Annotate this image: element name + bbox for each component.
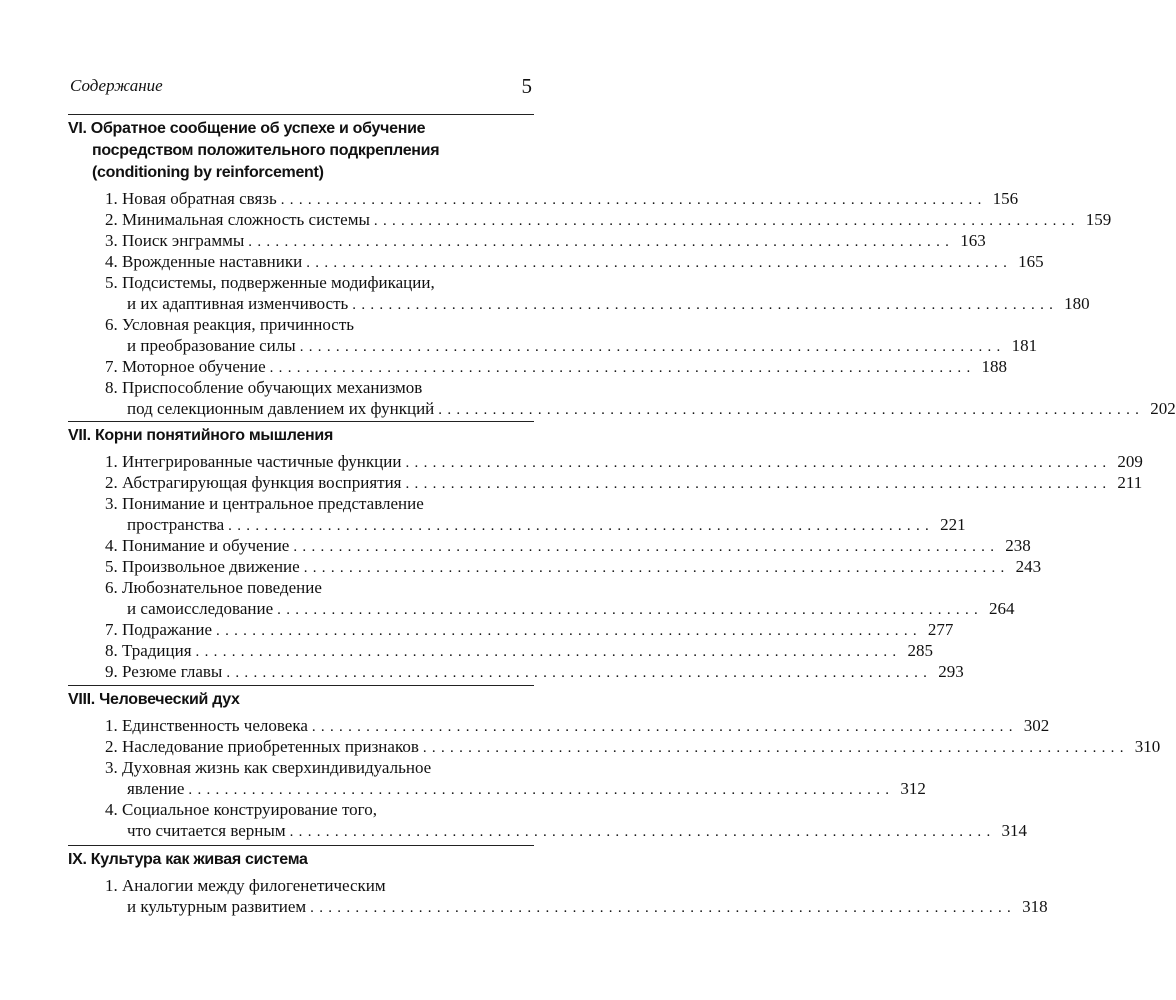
toc-entry-line [105, 799, 527, 820]
toc-entry-line [105, 556, 1042, 577]
toc-entry[interactable] [105, 875, 1048, 917]
chapter-divider [68, 421, 534, 422]
toc-entry-line [105, 661, 964, 682]
entry-number: 8. [105, 378, 118, 397]
entry-title-text: Традиция [122, 641, 192, 660]
chapter-divider [68, 845, 534, 846]
entry-title [105, 556, 300, 577]
running-head [70, 76, 532, 102]
entry-number: 5. [105, 273, 118, 292]
toc-entry[interactable] [105, 715, 1050, 736]
entry-number: 9. [105, 662, 118, 681]
toc-entry-line [105, 398, 1176, 419]
dot-leader: .............................................................................. [195, 644, 902, 660]
chapter-divider [68, 114, 534, 115]
entry-title-text: Понимание и обучение [122, 536, 290, 555]
entry-title [105, 736, 419, 757]
toc-entry[interactable] [105, 209, 1112, 230]
toc-entry[interactable] [105, 799, 1027, 841]
entry-title [105, 251, 302, 272]
entry-title [105, 715, 308, 736]
toc-entry-line [105, 230, 986, 251]
toc-entry-line [105, 619, 954, 640]
toc-entry-line [105, 356, 1008, 377]
entry-title [105, 799, 377, 820]
entry-page-number: 277 [927, 620, 954, 639]
dot-leader: .............................................................................. [405, 476, 1112, 492]
entry-page-number: 209 [1117, 452, 1143, 471]
toc-entry-line [105, 251, 1044, 272]
entry-page-number: 318 [1022, 897, 1048, 916]
entry-title-text: Единственность человека [122, 716, 308, 735]
dot-leader: .............................................................................. [216, 623, 922, 639]
entry-number: 4. [105, 800, 118, 819]
entry-title-text: Абстрагирующая функция восприятия [122, 473, 402, 492]
toc-entry-line [105, 778, 926, 799]
dot-leader: .............................................................................. [373, 213, 1080, 229]
dot-leader: .............................................................................. [269, 360, 976, 376]
entry-number: 6. [105, 578, 118, 597]
entry-title-continuation: и преобразование силы [127, 336, 296, 355]
entry-number: 7. [105, 357, 118, 376]
entry-title [105, 314, 354, 335]
entry-title-text: Минимальная сложность системы [122, 210, 370, 229]
entry-number: 4. [105, 536, 118, 555]
entry-number: 5. [105, 557, 118, 576]
entry-title-continuation: и самоисследование [127, 599, 274, 618]
entry-title-text: Интегрированные частичные функции [122, 452, 402, 471]
chapter-heading[interactable] [68, 118, 534, 184]
dot-leader: .............................................................................. [248, 234, 955, 250]
toc-entry-line [105, 598, 1015, 619]
entry-page-number: 202 [1150, 399, 1176, 418]
dot-leader: .............................................................................. [289, 824, 996, 840]
entry-page-number: 221 [940, 515, 966, 534]
toc-entry[interactable] [105, 314, 1038, 356]
toc-entry[interactable] [105, 356, 1008, 377]
entry-page-number: 163 [960, 231, 986, 250]
entry-number: 1. [105, 452, 118, 471]
entry-number: 8. [105, 641, 118, 660]
entry-title-text: Понимание и центральное представление [122, 494, 424, 513]
entry-page-number: 285 [907, 641, 933, 660]
toc-entry-line [105, 493, 527, 514]
entry-page-number: 156 [992, 189, 1019, 208]
entry-number: 7. [105, 620, 118, 639]
toc-entry-line [105, 293, 1090, 314]
entry-number: 1. [105, 876, 118, 895]
toc-entry[interactable] [105, 493, 966, 535]
entry-title-text: Приспособление обучающих механизмов [122, 378, 423, 397]
toc-entry[interactable] [105, 556, 1042, 577]
entry-title [105, 493, 424, 514]
page-number: 5 [521, 74, 532, 98]
dot-leader: .............................................................................. [352, 297, 1059, 313]
entry-number: 2. [105, 210, 118, 229]
entry-number: 2. [105, 473, 118, 492]
entry-number: 4. [105, 252, 118, 271]
entry-title [105, 188, 277, 209]
running-title: Содержание [70, 76, 163, 95]
toc-entry[interactable] [105, 188, 1019, 209]
dot-leader: .............................................................................. [422, 740, 1129, 756]
toc-entry-line [105, 377, 527, 398]
entry-page-number: 238 [1005, 536, 1031, 555]
toc-entry-line [105, 875, 527, 896]
entry-title [105, 272, 435, 293]
entry-number: 1. [105, 716, 118, 735]
dot-leader: .............................................................................. [303, 560, 1010, 576]
dot-leader: .............................................................................. [277, 602, 984, 618]
chapter-heading[interactable] [68, 849, 534, 871]
dot-leader: .............................................................................. [293, 539, 1000, 555]
toc-entry-line [105, 896, 1048, 917]
entry-page-number: 165 [1018, 252, 1044, 271]
entry-title [105, 451, 401, 472]
entry-title-continuation: и их адаптивная изменчивость [127, 294, 349, 313]
entry-number: 3. [105, 494, 118, 513]
toc-entry-line [105, 715, 1050, 736]
toc-entry[interactable] [105, 535, 1031, 556]
entry-page-number: 243 [1015, 557, 1042, 576]
entry-page-number: 211 [1117, 473, 1143, 492]
toc-entry-line [105, 451, 1143, 472]
entry-title-text: Подсистемы, подверженные модификации, [122, 273, 435, 292]
entry-title-text: Любознательное поведение [122, 578, 322, 597]
entry-page-number: 314 [1001, 821, 1027, 840]
entry-title [105, 619, 212, 640]
toc-entry-line [105, 314, 527, 335]
toc-entry[interactable] [105, 451, 1143, 472]
chapter-heading[interactable] [68, 425, 534, 447]
entry-title-text: Резюме главы [122, 662, 223, 681]
entry-number: 3. [105, 758, 118, 777]
entry-title [105, 875, 386, 896]
entry-title [105, 757, 431, 778]
toc-entry[interactable] [105, 736, 1161, 757]
entry-page-number: 293 [938, 662, 964, 681]
chapter-title-line: VI. Обратное сообщение об успехе и обучение [68, 120, 426, 137]
dot-leader: .............................................................................. [311, 719, 1018, 735]
entry-title-text: Произвольное движение [122, 557, 300, 576]
entry-title [105, 640, 192, 661]
entry-title [105, 377, 422, 398]
entry-title-text: Условная реакция, причинность [122, 315, 355, 334]
dot-leader: .............................................................................. [438, 402, 1145, 418]
entry-page-number: 188 [981, 357, 1008, 376]
dot-leader: .............................................................................. [405, 455, 1112, 471]
entry-number: 6. [105, 315, 118, 334]
entry-title [105, 535, 289, 556]
dot-leader: .............................................................................. [280, 192, 987, 208]
entry-title-text: Моторное обучение [122, 357, 266, 376]
entry-number: 3. [105, 231, 118, 250]
entry-page-number: 264 [989, 599, 1015, 618]
entry-page-number: 181 [1011, 336, 1038, 355]
toc-entry[interactable] [105, 377, 1176, 419]
chapter-title-line: IX. Культура как живая система [68, 851, 308, 868]
entry-title-continuation: что считается верным [127, 821, 286, 840]
entry-title [105, 230, 244, 251]
toc-entry[interactable] [105, 577, 1015, 619]
toc-entry-line [105, 472, 1143, 493]
toc-entry-line [105, 209, 1112, 230]
toc-entry-line [105, 577, 527, 598]
dot-leader: .............................................................................. [226, 665, 933, 681]
entry-title-text: Новая обратная связь [122, 189, 277, 208]
toc-entry-line [105, 514, 966, 535]
toc-entry[interactable] [105, 251, 1044, 272]
toc-entry[interactable] [105, 640, 933, 661]
entry-title-text: Аналогии между филогенетическим [122, 876, 386, 895]
dot-leader: .............................................................................. [306, 255, 1013, 271]
entry-title-continuation: пространства [127, 515, 225, 534]
entry-title [105, 472, 402, 493]
entry-number: 2. [105, 737, 118, 756]
toc-entry[interactable] [105, 472, 1143, 493]
toc-entry-line [105, 535, 1031, 556]
chapter-title-line: VII. Корни понятийного мышления [68, 427, 333, 444]
chapter-title-line: VIII. Человеческий дух [68, 691, 240, 708]
toc-entry[interactable] [105, 619, 954, 640]
chapter-title-line: посредством положительного подкрепления [92, 142, 440, 159]
chapter-divider [68, 685, 534, 686]
chapter-heading[interactable] [68, 689, 534, 711]
entry-title [105, 577, 322, 598]
entry-page-number: 180 [1064, 294, 1090, 313]
dot-leader: .............................................................................. [228, 518, 935, 534]
toc-entry[interactable] [105, 272, 1090, 314]
toc-entry[interactable] [105, 661, 964, 682]
entry-title [105, 209, 370, 230]
entry-title-text: Врожденные наставники [122, 252, 303, 271]
toc-entry-line [105, 272, 527, 293]
entry-title-text: Наследование приобретенных признаков [122, 737, 419, 756]
toc-entry-line [105, 640, 933, 661]
entry-title-text: Подражание [122, 620, 213, 639]
entry-page-number: 310 [1134, 737, 1161, 756]
entry-page-number: 159 [1085, 210, 1112, 229]
toc-entry[interactable] [105, 230, 986, 251]
entry-title [105, 661, 222, 682]
entry-title-text: Социальное конструирование того, [122, 800, 377, 819]
toc-entry-line [105, 335, 1038, 356]
entry-title-text: Поиск энграммы [122, 231, 245, 250]
entry-title-text: Духовная жизнь как сверхиндивидуальное [122, 758, 432, 777]
dot-leader: .............................................................................. [188, 782, 895, 798]
toc-entry-line [105, 188, 1019, 209]
toc-entry[interactable] [105, 757, 926, 799]
entry-title-continuation: под селекционным давлением их функций [127, 399, 435, 418]
chapter-title-line: (conditioning by reinforcement) [92, 164, 324, 181]
toc-entry-line [105, 820, 1027, 841]
entry-title [105, 356, 266, 377]
dot-leader: .............................................................................. [310, 900, 1017, 916]
toc-entry-line [105, 736, 1161, 757]
dot-leader: .............................................................................. [299, 339, 1006, 355]
entry-page-number: 302 [1023, 716, 1050, 735]
toc-entry-line [105, 757, 527, 778]
entry-page-number: 312 [900, 779, 926, 798]
entry-title-continuation: и культурным развитием [127, 897, 307, 916]
entry-title-continuation: явление [127, 779, 185, 798]
entry-number: 1. [105, 189, 118, 208]
